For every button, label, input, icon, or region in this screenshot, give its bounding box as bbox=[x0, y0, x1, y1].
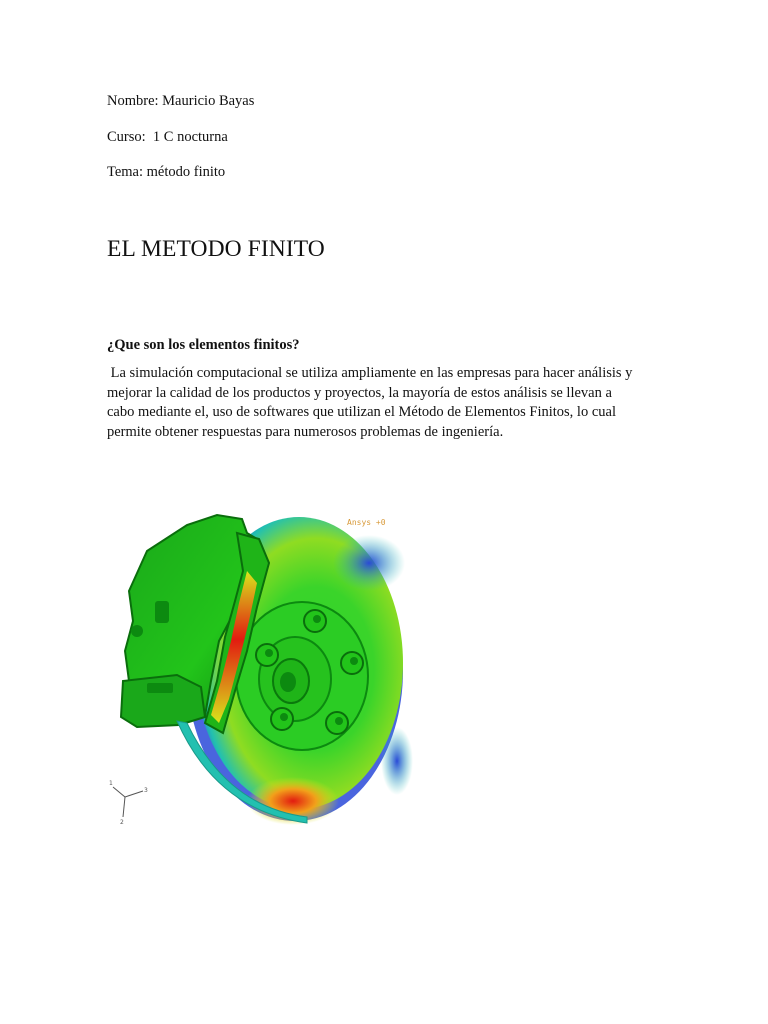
course-line: Curso: 1 C nocturna bbox=[107, 129, 228, 145]
hub-bore bbox=[280, 672, 296, 692]
section-heading: ¿Que son los elementos finitos? bbox=[107, 337, 300, 353]
student-name: Nombre: Mauricio Bayas bbox=[107, 93, 255, 109]
brake-fea-image bbox=[107, 511, 425, 830]
axis-label-2: 2 bbox=[120, 819, 124, 826]
axis-triad bbox=[113, 787, 143, 817]
body-paragraph bbox=[107, 364, 667, 442]
disc-cold-right bbox=[381, 727, 413, 795]
paragraph-line: La simulación computacional se utiliza ampliamente en las empresas para hacer análisis y bbox=[107, 365, 633, 381]
topic-line: Tema: método finito bbox=[107, 164, 226, 180]
fea-label: Ansys +0 bbox=[347, 518, 386, 527]
paragraph-line: mejorar la calidad de los productos y proyectos, la mayoría de estos análisis se llevan a bbox=[107, 384, 612, 401]
paragraph-line: cabo mediante el, uso de softwares que utilizan el Método de Elementos Finitos, lo cual bbox=[107, 404, 616, 420]
caliper-bracket bbox=[121, 675, 205, 727]
document-title: EL METODO FINITO bbox=[107, 236, 325, 262]
paragraph-line: permite obtener respuestas para numerosos problemas de ingeniería. bbox=[107, 423, 504, 440]
axis-label-3: 3 bbox=[144, 787, 148, 794]
axis-label-1: 1 bbox=[109, 780, 113, 787]
disc-cold-top bbox=[333, 535, 405, 591]
